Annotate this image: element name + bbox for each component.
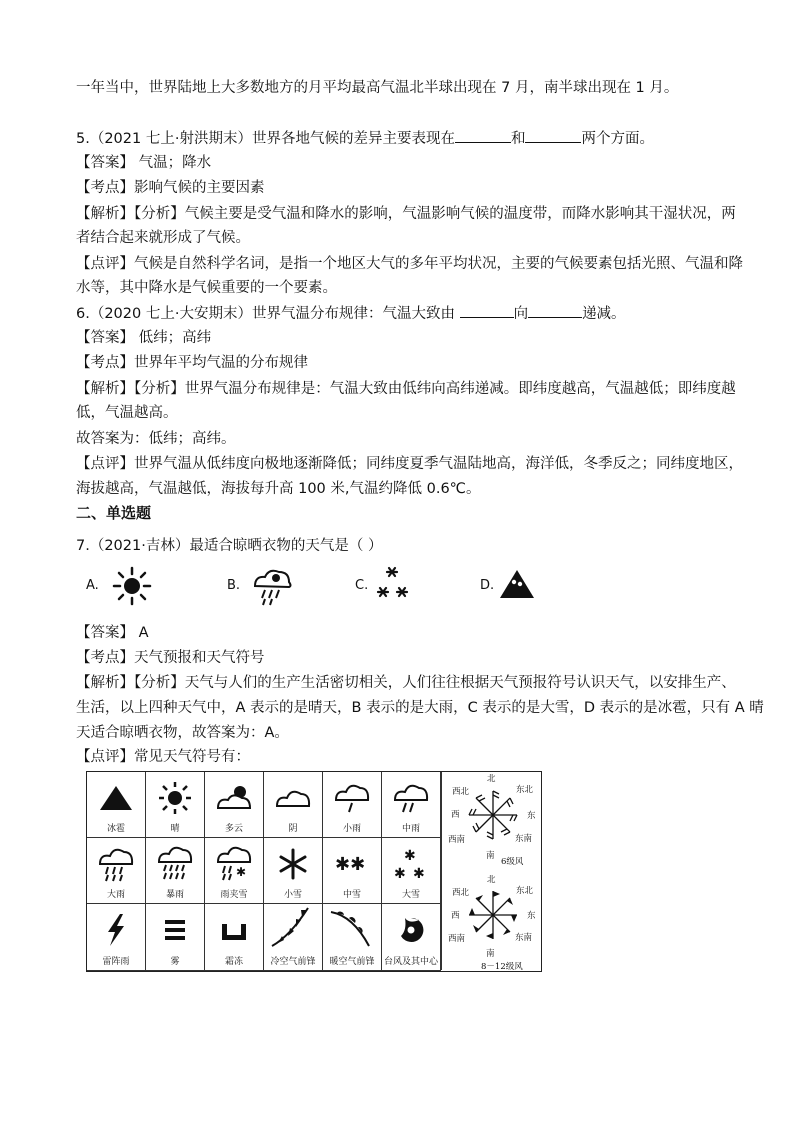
symbol-cell [146, 772, 205, 838]
q5-answer: 【答案】 气温；降水 [76, 155, 212, 171]
symbol-cell [87, 772, 146, 838]
svg-text:✱: ✱ [413, 866, 425, 882]
sleet-icon [214, 844, 254, 884]
dir-east: 东 [527, 811, 536, 821]
dir-southwest: 西南 [448, 934, 466, 944]
symbol-cell [382, 838, 441, 904]
svg-text:✱: ✱ [394, 866, 406, 882]
q7-answer: 【答案】 A [76, 625, 149, 641]
dir-southeast: 东南 [515, 933, 533, 943]
heavy-snow-icon [375, 564, 411, 604]
q6-comment-1: 【点评】世界气温从低纬度向极地逐渐降低；同纬度夏季气温陆地高，海洋低，冬季反之；同纬度地区， [76, 456, 743, 472]
blank [455, 128, 511, 143]
symbol-cell [87, 904, 146, 971]
symbol-cell [264, 838, 323, 904]
symbol-cell [205, 904, 264, 971]
dir-southwest: 西南 [448, 835, 466, 845]
option-c[interactable] [355, 578, 368, 593]
sunny-icon [112, 566, 152, 606]
symbol-cell [382, 772, 441, 838]
q5-comment-1: 【点评】气候是自然科学名词，是指一个地区大气的多年平均状况，主要的气候要素包括光照、气温和降 [76, 256, 743, 272]
option-b-label: B. [227, 578, 241, 593]
wind-label-8-12: 8－12级风 [481, 962, 523, 972]
q5-comment-2: 水等，其中降水是气候重要的一个要素。 [76, 280, 337, 296]
q5-analysis-1: 【解析】【分析】气候主要是受气温和降水的影响，气温影响气候的温度带，而降水影响其干湿状况，两 [76, 206, 736, 222]
symbol-label: 阴 [288, 824, 298, 834]
dir-south: 南 [486, 949, 495, 959]
heavy-rain-icon [251, 568, 293, 608]
light-rain-icon [332, 778, 372, 818]
q5-analysis-2: 者结合起来就形成了气候。 [76, 230, 250, 246]
symbol-label: 小雨 [342, 824, 361, 834]
line-1: 一年当中，世界陆地上大多数地方的月平均最高气温北半球出现在 7 月，南半球出现在 1 月。 [76, 80, 679, 96]
symbol-label: 雨夹雪 [220, 890, 248, 900]
q6-knowledge: 【考点】世界年平均气温的分布规律 [76, 355, 308, 371]
symbol-cell [146, 838, 205, 904]
section-heading: 二、单选题 [76, 504, 152, 522]
typhoon-icon [391, 910, 431, 950]
symbol-label: 中雨 [401, 824, 420, 834]
q6-text-b: 向 [513, 306, 529, 322]
blank [525, 128, 581, 143]
symbol-label: 冰雹 [106, 824, 125, 834]
q7-knowledge: 【考点】天气预报和天气符号 [76, 650, 265, 666]
question-6 [76, 303, 626, 324]
symbol-label: 冷空气前锋 [270, 957, 316, 967]
q6-analysis-3: 故答案为：低纬；高纬。 [76, 431, 236, 447]
symbol-label: 雾 [170, 957, 180, 967]
dir-south: 南 [486, 851, 495, 861]
q7-analysis-3: 天适合晾晒衣物，故答案为：A。 [76, 725, 289, 741]
dir-northeast: 东北 [516, 785, 534, 795]
fog-icon [155, 910, 195, 950]
hail-icon [96, 778, 136, 818]
option-a[interactable] [86, 578, 99, 593]
q6-answer: 【答案】 低纬；高纬 [76, 330, 212, 346]
q6-text-a: 6.（2020 七上·大安期末）世界气温分布规律：气温大致由 [76, 306, 460, 322]
q6-comment-2: 海拔越高，气温越低，海拔每升高 100 米,气温约降低 0.6℃。 [76, 481, 481, 497]
thunderstorm-icon [96, 910, 136, 950]
q7-analysis-1: 【解析】【分析】天气与人们的生产生活密切相关，人们往往根据天气预报符号认识天气，以安排生产、 [76, 675, 736, 691]
symbol-label: 晴 [170, 824, 180, 834]
moderate-snow-icon [332, 844, 372, 884]
cold-front-icon [270, 906, 314, 950]
symbol-cell [323, 838, 382, 904]
symbol-cell [382, 904, 441, 971]
light-snow-icon [273, 844, 313, 884]
sunny-icon [155, 778, 195, 818]
q7-analysis-2: 生活，以上四种天气中，A 表示的是晴天，B 表示的是大雨，C 表示的是大雪，D 表示的是冰雹，只有 A 晴 [76, 700, 764, 716]
svg-text:✱: ✱ [236, 865, 247, 879]
moderate-rain-icon [391, 778, 431, 818]
svg-text:✱: ✱ [404, 848, 416, 864]
dir-southeast: 东南 [515, 834, 533, 844]
symbol-cell [264, 904, 323, 971]
question-7: 7.（2021·吉林）最适合晾晒衣物的天气是（ ） [76, 538, 383, 554]
frost-icon [214, 910, 254, 950]
symbol-label: 暴雨 [165, 890, 184, 900]
symbol-label: 大雪 [401, 890, 420, 900]
dir-west: 西 [451, 810, 460, 820]
dir-north: 北 [487, 774, 496, 784]
dir-northwest: 西北 [452, 787, 470, 797]
symbol-cell [205, 838, 264, 904]
hail-icon [498, 568, 536, 602]
wind-rose-icon [463, 785, 523, 845]
heavy-snow-icon [391, 844, 431, 884]
dir-north: 北 [487, 875, 496, 885]
dir-west: 西 [451, 911, 460, 921]
symbol-label: 霜冻 [224, 957, 243, 967]
wind-symbols [445, 771, 542, 972]
symbol-label: 雷阵雨 [102, 957, 130, 967]
symbol-cell [323, 904, 382, 971]
dir-northeast: 东北 [516, 886, 534, 896]
symbol-label: 多云 [224, 824, 243, 834]
q6-analysis-1: 【解析】【分析】世界气温分布规律是：气温大致由低纬向高纬递减。即纬度越高，气温越低；即纬度越 [76, 381, 736, 397]
dir-east: 东 [527, 911, 536, 921]
symbol-cell [323, 772, 382, 838]
option-d[interactable] [480, 578, 494, 593]
cloudy-icon [214, 778, 254, 818]
symbol-label: 中雪 [342, 890, 361, 900]
option-c-label: C. [355, 578, 369, 593]
symbol-label: 暖空气前锋 [329, 957, 375, 967]
blank [528, 303, 582, 318]
heavy-rain-icon [96, 844, 136, 884]
question-5 [76, 128, 654, 149]
q5-text-c: 两个方面。 [581, 131, 654, 147]
rainstorm-icon [155, 844, 195, 884]
warm-front-icon [329, 906, 373, 950]
wind-label-6: 6级风 [501, 857, 524, 867]
symbol-cell [205, 772, 264, 838]
wind-rose-icon [463, 885, 523, 945]
dir-northwest: 西北 [452, 888, 470, 898]
symbol-cell [87, 838, 146, 904]
svg-text:✱✱: ✱✱ [335, 854, 366, 875]
option-d-label: D. [480, 578, 495, 593]
option-b[interactable] [227, 578, 240, 593]
option-a-label: A. [86, 578, 99, 593]
overcast-icon [273, 778, 313, 818]
q5-text-b: 和 [510, 131, 526, 147]
symbol-label: 大雨 [106, 890, 125, 900]
symbol-cell [146, 904, 205, 971]
q6-text-c: 递减。 [582, 306, 626, 322]
symbol-label: 台风及其中心 [383, 957, 438, 967]
symbol-cell [264, 772, 323, 838]
blank [460, 303, 514, 318]
q6-analysis-2: 低，气温越高。 [76, 405, 178, 421]
q5-knowledge: 【考点】影响气候的主要因素 [76, 180, 265, 196]
symbol-label: 小雪 [283, 890, 302, 900]
q5-text-a: 5.（2021 七上·射洪期末）世界各地气候的差异主要表现在 [76, 131, 455, 147]
q7-comment: 【点评】常见天气符号有： [76, 749, 250, 765]
